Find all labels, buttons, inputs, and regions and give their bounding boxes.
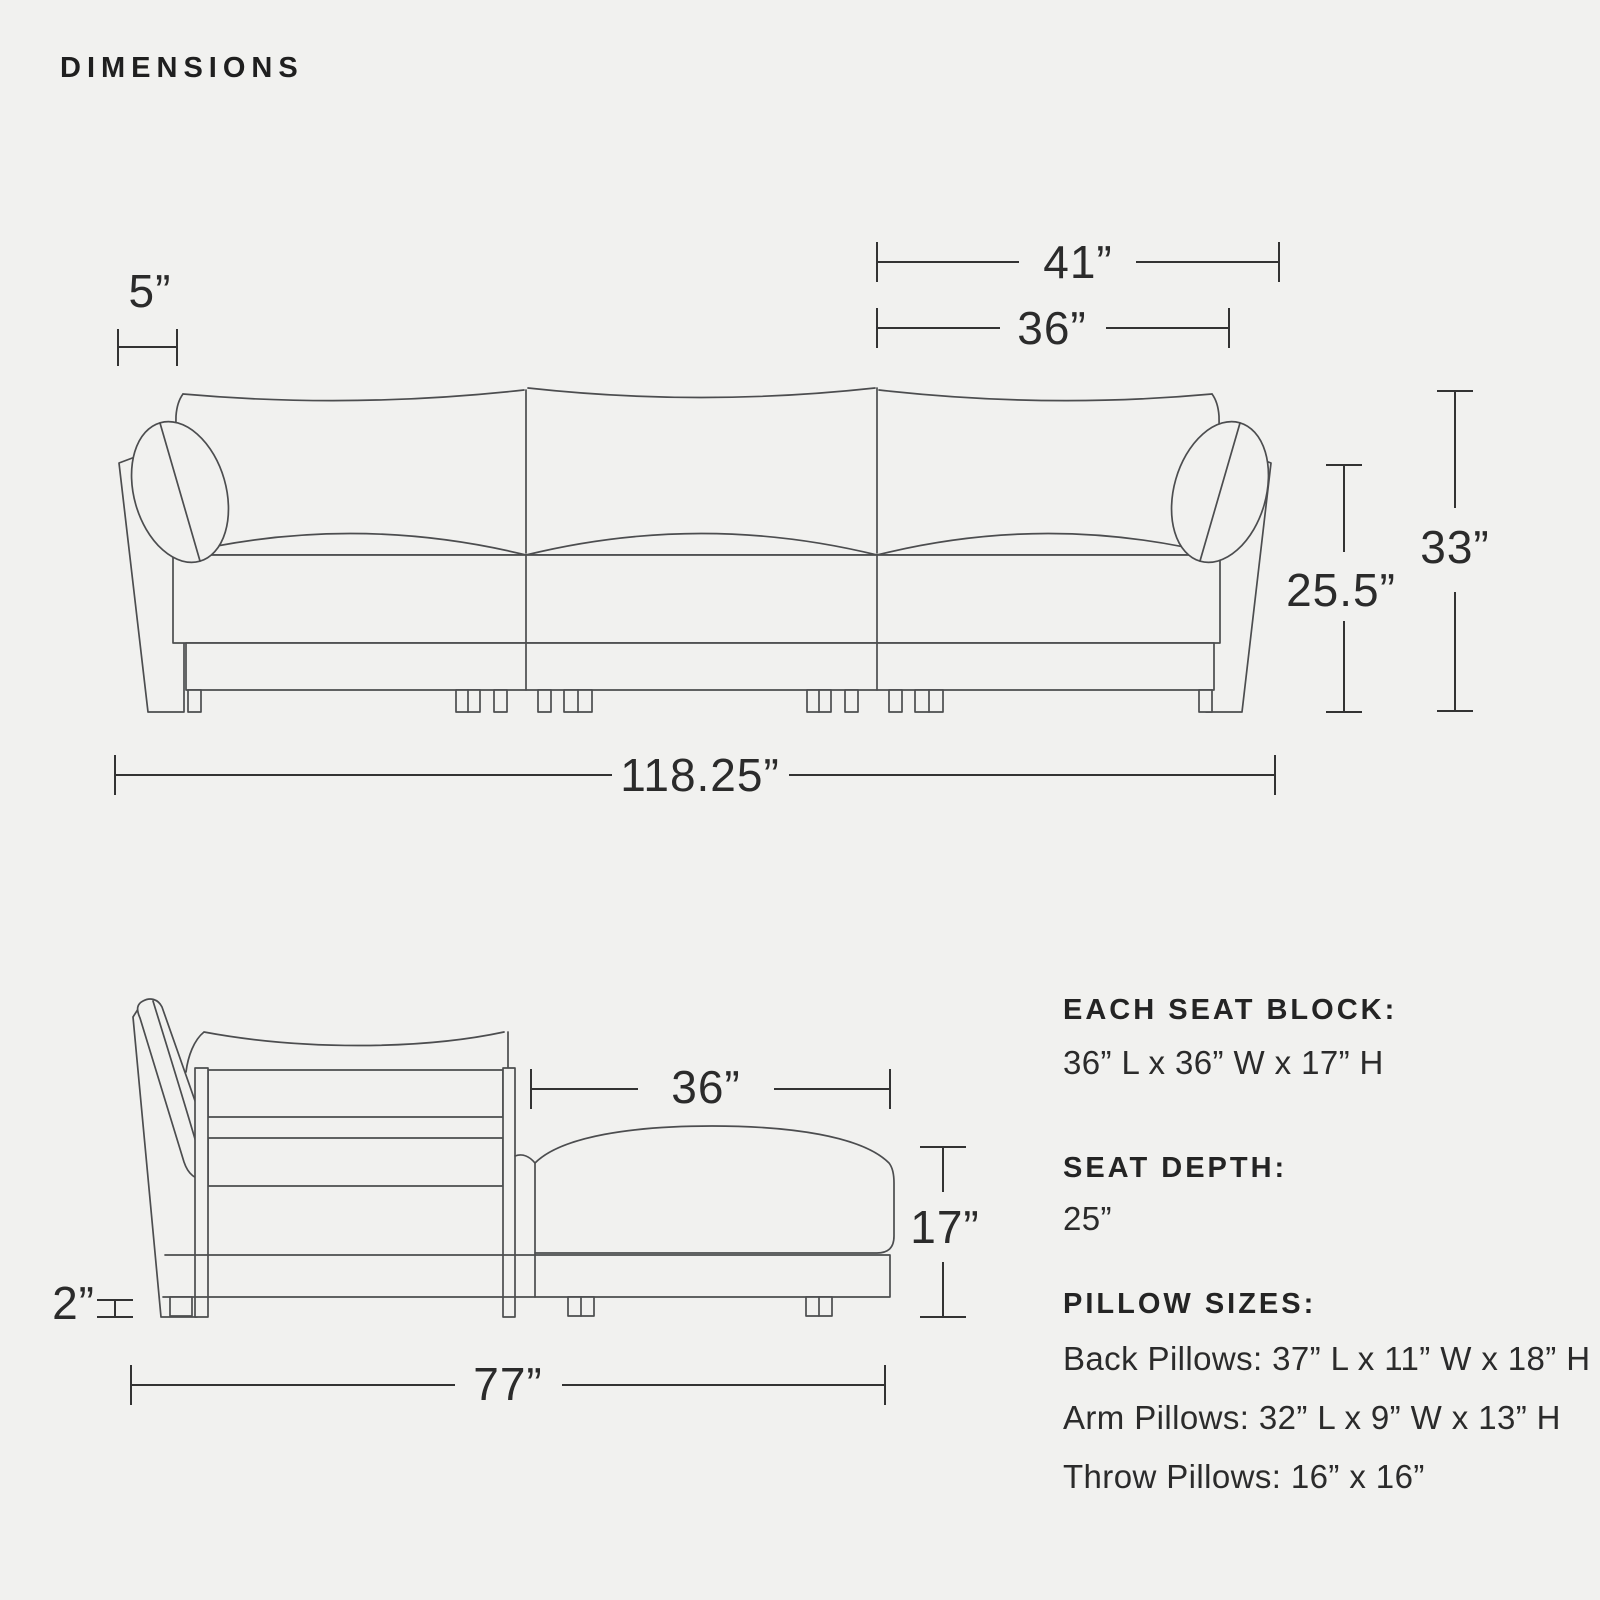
overall-depth-dim [131,1358,885,1410]
front-view-sofa [116,388,1284,712]
seat-depth-value: 25” [1063,1200,1112,1237]
overall-width-label: 118.25” [620,749,780,801]
back-pillows-value: Back Pillows: 37” L x 11” W x 18” H [1063,1340,1591,1377]
arm-width-label: 5” [128,265,172,317]
overall-height-dim [1420,391,1489,711]
chaise-cushion [515,1126,894,1297]
front-view-dimensions [115,236,1490,801]
seat-box [173,555,1220,643]
back-cushion-top-middle [528,388,875,398]
arm-height-dim [1286,465,1396,712]
page-title: DIMENSIONS [60,52,304,84]
side-legs [170,1297,832,1316]
overall-depth-label: 77” [473,1358,543,1410]
throw-pillows-value: Throw Pillows: 16” x 16” [1063,1458,1425,1495]
seat-cushion-left [175,534,526,556]
back-cushion-seams [526,388,877,553]
overall-width-dim [115,749,1275,801]
seat-cushion-middle [526,534,877,556]
pillow-sizes-heading: PILLOW SIZES: [1063,1288,1317,1320]
chaise-length-dim [531,1061,890,1113]
leg-height-label: 2” [52,1277,95,1329]
arm-pillows-value: Arm Pillows: 32” L x 9” W x 13” H [1063,1399,1561,1436]
overall-height-label: 33” [1420,521,1490,573]
arm-width-dim [118,265,177,366]
arm-plus-seat-width-dim [877,236,1279,288]
side-back-cushion [186,1032,508,1072]
side-view-sofa [133,999,894,1317]
chaise-length-label: 36” [671,1061,741,1113]
seat-block-width-label: 36” [1017,302,1087,354]
leg-height-dim [52,1277,133,1329]
seat-block-value: 36” L x 36” W x 17” H [1063,1044,1384,1081]
back-cushion-top-left [183,390,524,401]
base-rail [186,643,1214,690]
side-frame [195,1068,515,1317]
seat-depth-heading: SEAT DEPTH: [1063,1152,1288,1184]
front-legs [188,690,1212,712]
seat-block-height-label: 17” [910,1201,980,1253]
seat-block-height-dim [910,1147,979,1317]
seat-cushion-right [877,534,1220,556]
seat-block-width-dim [877,302,1229,354]
arm-plus-seat-width-label: 41” [1043,236,1113,288]
arm-height-label: 25.5” [1286,564,1396,616]
seat-block-heading: EACH SEAT BLOCK: [1063,994,1398,1026]
side-base [163,1255,890,1297]
back-cushion-top-right [879,390,1212,401]
